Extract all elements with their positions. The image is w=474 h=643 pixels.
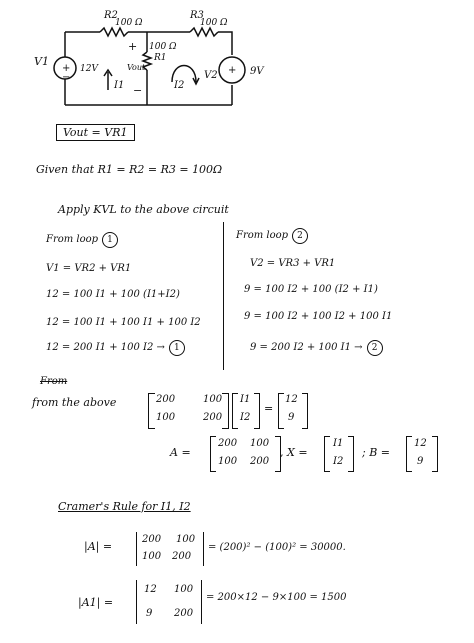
loop2-line-3: 9 = 100 I2 + 100 I2 + 100 I1 [244,311,393,322]
v2-label: V2 [204,70,218,81]
matrix-a-bracket-right [222,393,229,429]
det-a-cell: 200 [172,551,192,562]
matrix-equals: = [264,402,274,415]
matrix-a-bracket-left [148,393,155,429]
matrix-b-cell: 9 [288,412,295,423]
def-b-cell: 9 [417,456,424,467]
det-a1-cell: 100 [174,584,194,595]
matrix-b-cell: 12 [285,394,298,405]
det-a-cell: 100 [142,551,162,562]
vout-label: Vout [127,63,146,72]
def-a-cell: 200 [250,456,270,467]
def-a-cell: 100 [250,438,270,449]
resistor-r2 [100,28,128,36]
matrix-a-cell: 100 [156,412,176,423]
r1-value: 100 Ω [149,42,177,52]
loop1-line-3: 12 = 100 I1 + 100 I1 + 100 I2 [46,317,201,328]
eq2-number-circle: 2 [367,340,383,356]
v1-label: V1 [34,55,49,68]
matrix-x-cell: I2 [240,412,251,423]
v2-value: 9V [250,66,264,77]
r2-label: R2 [104,10,118,21]
v1-value: 12V [80,64,98,74]
x-def-label: , X = [280,446,308,459]
def-b-cell: 12 [414,438,427,449]
matrix-b-bracket-right [302,393,308,429]
loop2-line-2: 9 = 100 I2 + 100 (I2 + I1) [244,284,378,295]
det-a-cell: 100 [176,534,196,545]
svg-text:−: − [62,72,71,83]
det-a-result: = (200)² − (100)² = 30000. [208,542,346,553]
apply-kvl-heading: Apply KVL to the above circuit [58,203,229,216]
matrix-b-bracket-left [278,393,284,429]
loop1-line-2: 12 = 100 I1 + 100 (I1+I2) [46,289,180,300]
det-a1-result: = 200×12 − 9×100 = 1500 [206,592,347,603]
det-a-cell: 200 [142,534,162,545]
det-a1-cell: 200 [174,608,194,619]
det-a1-label: |A1| = [78,596,114,609]
vout-boxed-result: Vout = VR1 [56,124,135,141]
r2-value: 100 Ω [115,18,143,28]
loop1-heading: From loop 1 [46,232,118,248]
svg-text:+: + [62,63,71,74]
loop1-number-circle: 1 [102,232,118,248]
matrix-x-bracket-right [254,393,260,429]
def-x-bracket-right [348,436,354,472]
loop2-number-circle: 2 [292,228,308,244]
r3-value: 100 Ω [200,18,228,28]
a-def-label: A = [170,446,191,459]
i2-label: I2 [174,80,185,91]
r1-plus: + [128,40,138,53]
det-a1-cell: 9 [146,608,153,619]
matrix-a-cell: 100 [203,394,223,405]
def-x-cell: I1 [333,438,344,449]
def-b-bracket-right [432,436,438,472]
def-x-bracket-left [324,436,330,472]
def-a-bracket-left [210,436,216,472]
matrix-x-bracket-left [232,393,238,429]
loop1-line-1: V1 = VR2 + VR1 [46,263,132,274]
svg-text:+: + [228,65,237,76]
matrix-a-cell: 200 [156,394,176,405]
i1-label: I1 [114,80,125,91]
loop2-line-4: 9 = 200 I2 + 100 I1 → 2 [250,340,383,356]
resistor-r3 [190,28,218,36]
det-a1-cell: 12 [144,584,157,595]
def-b-bracket-left [406,436,412,472]
from-the-above: from the above [32,396,117,409]
wire-top-right [218,32,232,55]
matrix-x-cell: I1 [240,394,251,405]
b-def-label: ; B = [362,446,390,459]
r1-label: R1 [154,53,167,63]
r1-minus: − [133,84,143,97]
loop1-line-4: 12 = 200 I1 + 100 I2 → 1 [46,340,185,356]
struck-from: From [40,376,68,387]
loop2-line-1: V2 = VR3 + VR1 [250,258,336,269]
det-a-label: |A| = [84,540,113,553]
r3-label: R3 [190,10,204,21]
def-a-cell: 100 [218,456,238,467]
cramers-rule-heading: Cramer's Rule for I1, I2 [58,500,191,513]
def-a-cell: 200 [218,438,238,449]
eq1-number-circle: 1 [169,340,185,356]
matrix-a-cell: 200 [203,412,223,423]
given-statement: Given that R1 = R2 = R3 = 100Ω [36,163,223,176]
column-divider [223,222,224,370]
loop2-heading: From loop 2 [236,228,308,244]
def-x-cell: I2 [333,456,344,467]
